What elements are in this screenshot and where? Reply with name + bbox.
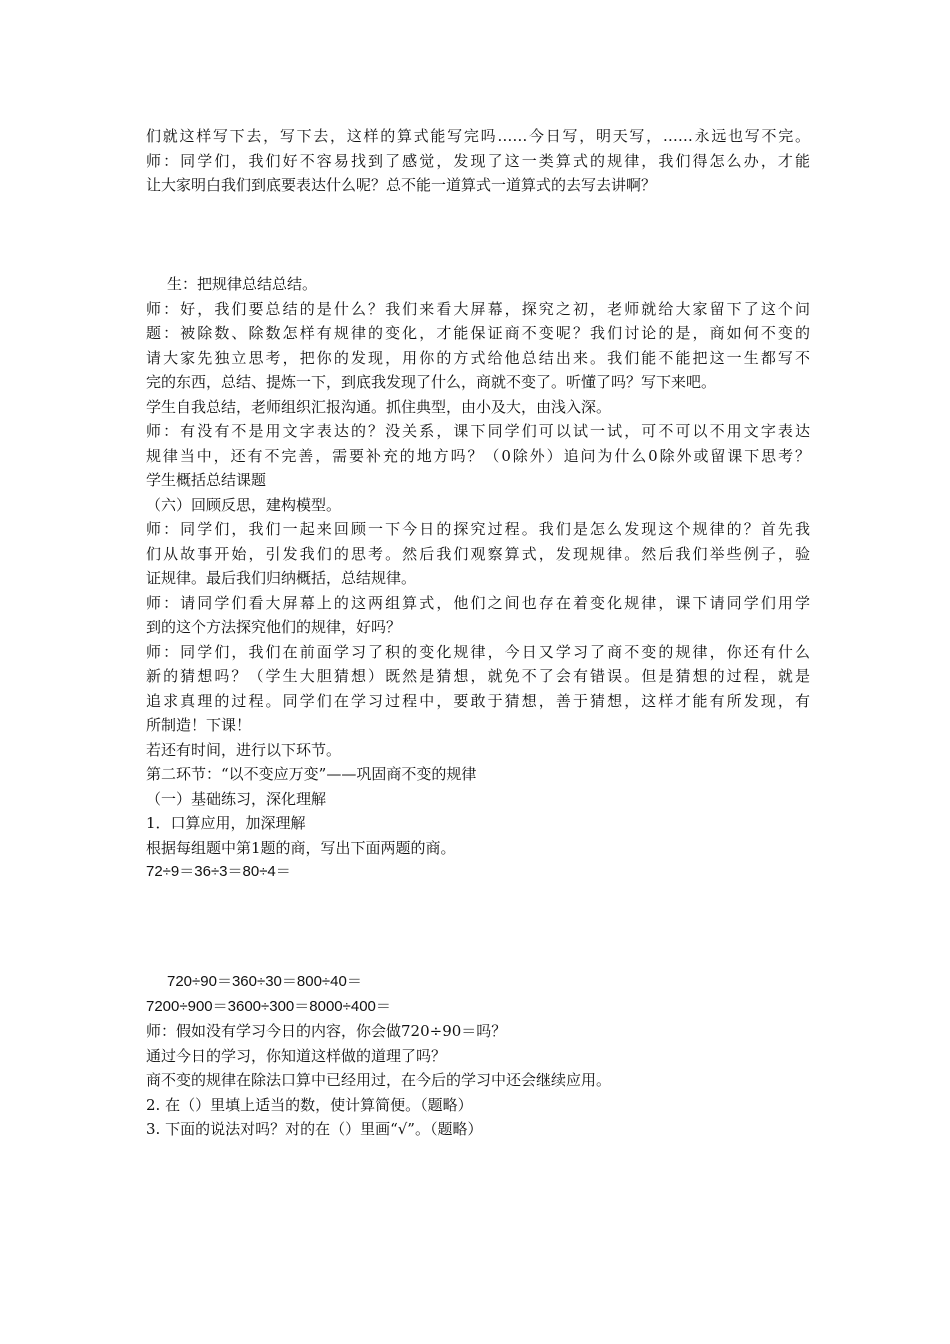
text-line: 1．口算应用，加深理解 bbox=[146, 814, 306, 832]
text-line: 师：同学们，我们在前面学习了积的变化规律，今日又学习了商不变的规律，你还有什么 bbox=[146, 642, 810, 661]
text-line: 720÷90＝360÷30＝800÷40＝ bbox=[167, 973, 362, 990]
text-line: 根据每组题中第1题的商，写出下面两题的商。 bbox=[146, 838, 456, 857]
text-block-2 bbox=[146, 272, 810, 885]
text-line: 师：同学们，我们好不容易找到了感觉，发现了这一类算式的规律，我们得怎么办，才能 bbox=[146, 151, 810, 170]
text-line: 们从故事开始，引发我们的思考。然后我们观察算式，发现规律。然后我们举些例子，验 bbox=[146, 544, 810, 563]
text-line: 商不变的规律在除法口算中已经用过，在今后的学习中还会继续应用。 bbox=[146, 1071, 612, 1089]
text-block-3 bbox=[146, 970, 810, 1142]
text-line: 请大家先独立思考，把你的发现，用你的方式给他总结出来。我们能不能把这一生都写不 bbox=[146, 348, 810, 367]
text-line: 到的这个方法探究他们的规律，好吗？ bbox=[146, 618, 402, 636]
text-block-1 bbox=[146, 124, 810, 198]
text-line: 完的东西，总结、提炼一下，到底我发现了什么，商就不变了。听懂了吗？写下来吧。 bbox=[146, 373, 717, 391]
text-line: 师：假如没有学习今日的内容，你会做720÷90＝吗？ bbox=[146, 1022, 507, 1040]
text-line: 证规律。最后我们归纳概括，总结规律。 bbox=[146, 569, 417, 587]
text-line: 规律当中，还有不完善，需要补充的地方吗？（0除外）追问为什么0除外或留课下思考？ bbox=[146, 446, 810, 465]
text-line: 学生概括总结课题 bbox=[146, 471, 267, 489]
text-line: 师：有没有不是用文字表达的？没关系，课下同学们可以试一试，可不可以不用文字表达 bbox=[146, 422, 810, 440]
text-line: （一）基础练习，深化理解 bbox=[146, 789, 327, 808]
text-line: 让大家明白我们到底要表达什么呢？总不能一道算式一道算式的去写去讲啊？ bbox=[146, 176, 657, 194]
text-line: 生：把规律总结总结。 bbox=[167, 275, 318, 293]
text-line: （六）回顾反思，建构模型。 bbox=[146, 495, 342, 514]
text-line: 追求真理的过程。同学们在学习过程中，要敢于猜想，善于猜想，这样才能有所发现，有 bbox=[146, 691, 810, 710]
text-line: 3. 下面的说法对吗？对的在（）里画“√”。（题略） bbox=[146, 1120, 483, 1138]
text-line: 师：请同学们看大屏幕上的这两组算式，他们之间也存在着变化规律，课下请同学们用学 bbox=[146, 593, 810, 612]
text-line: 学生自我总结，老师组织汇报沟通。抓住典型，由小及大，由浅入深。 bbox=[146, 397, 612, 416]
text-line: 师：好，我们要总结的是什么？我们来看大屏幕，探究之初，老师就给大家留下了这个问 bbox=[146, 299, 810, 318]
text-line: 2. 在（）里填上适当的数，使计算简便。（题略） bbox=[146, 1095, 473, 1114]
text-line: 们就这样写下去，写下去，这样的算式能写完吗……今日写，明天写，……永远也写不完。 bbox=[146, 127, 810, 145]
text-line: 7200÷900＝3600÷300＝8000÷400＝ bbox=[146, 997, 391, 1015]
text-line: 所制造！下课！ bbox=[146, 716, 252, 734]
text-line: 若还有时间，进行以下环节。 bbox=[146, 740, 342, 759]
text-line: 师：同学们，我们一起来回顾一下今日的探究过程。我们是怎么发现这个规律的？首先我 bbox=[146, 520, 810, 538]
text-line: 题：被除数、除数怎样有规律的变化，才能保证商不变呢？我们讨论的是，商如何不变的 bbox=[146, 324, 810, 342]
text-line: 第二环节：“以不变应万变”——巩固商不变的规律 bbox=[146, 765, 477, 783]
text-line: 72÷9＝36÷3＝80÷4＝ bbox=[146, 863, 291, 880]
text-line: 新的猜想吗？（学生大胆猜想）既然是猜想，就免不了会有错误。但是猜想的过程，就是 bbox=[146, 667, 810, 685]
text-line: 通过今日的学习，你知道这样做的道理了吗？ bbox=[146, 1046, 447, 1065]
